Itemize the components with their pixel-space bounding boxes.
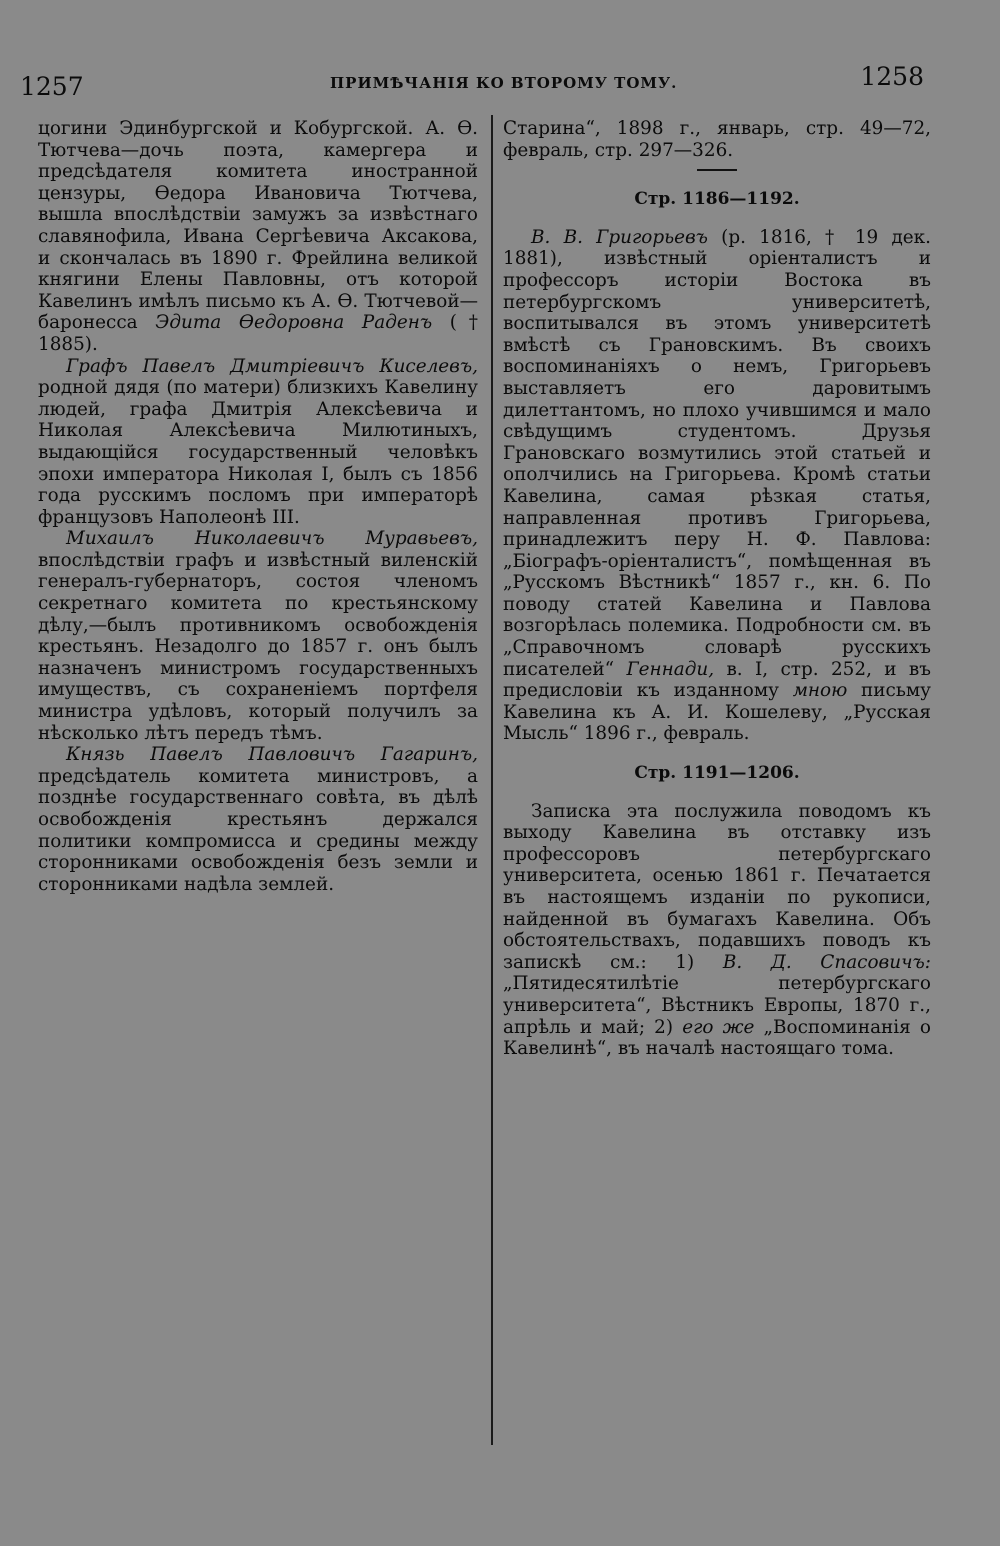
paragraph-tyutcheva: цогини Эдинбургской и Кобургской. А. Ѳ. Тютчева—дочь поэта, камергера и предсѣдателя комитета иностранной цензуры, Ѳедора Ивановича Тютчева, вышла впослѣдствіи замужъ за извѣстнаго славянофила, Ивана Сергѣевича Аксакова, и скончалась въ 1890 г. Фрейлина великой княгини Елены Павловны, отъ которой Кавелинъ имѣлъ письмо къ А. Ѳ. Тютчевой—баронесса Эдита Ѳедоровна Раденъ († 1885).: [38, 118, 479, 355]
paragraph-grigoryev: В. В. Григорьевъ (р. 1816, † 19 дек. 1881), извѣстный оріенталистъ и профессоръ исторіи Востока въ петербургскомъ университетѣ, воспитывался въ этомъ университетѣ вмѣстѣ съ Грановскимъ. Въ своихъ воспоминаніяхъ о немъ, Григорьевъ выставляетъ его даровитымъ дилеттантомъ, но плохо учившимся и мало свѣдущимъ студентомъ. Друзья Грановскаго возмутились этой статьей и ополчились на Григорьева. Кромѣ статьи Кавелина, самая рѣзкая статья, направленная противъ Григорьева, принадлежитъ перу Н. Ф. Павлова: „Біографъ-оріенталистъ“, помѣщенная въ „Русскомъ Вѣстникѣ“ 1857 г., кн. 6. По поводу статей Кавелина и Павлова возгорѣлась полемика. Подробности см. въ „Справочномъ словарѣ русскихъ писателей“ Геннади, в. I, стр. 252, и въ предисловіи къ изданному мною письму Кавелина къ А. И. Кошелеву, „Русская Мысль“ 1896 г., февраль.: [503, 226, 931, 745]
paragraph-starina: Старина“, 1898 г., январь, стр. 49—72, февраль, стр. 297—326.: [503, 118, 931, 161]
paragraph-muravyev: Михаилъ Николаевичъ Муравьевъ, впослѣдствіи графъ и извѣстный виленскій генералъ-губернаторъ, состоя членомъ секретнаго комитета по крестьянскому дѣлу,—былъ противникомъ освобожденія крестьянъ. Незадолго до 1857 г. онъ былъ назначенъ министромъ государственныхъ имуществъ, съ сохраненіемъ портфеля министра удѣловъ, который получилъ за нѣсколько лѣтъ передъ тѣмъ.: [38, 528, 478, 744]
page-number-left: 1257: [20, 72, 84, 101]
section-heading: Стр. 1191—1206.: [634, 763, 800, 784]
paragraph-zapiska: Записка эта послужила поводомъ къ выходу Кавелина въ отставку изъ профессоровъ петербургскаго университета, осенью 1861 г. Печатается въ настоящемъ изданіи по рукописи, найденной въ бумагахъ Кавелина. Объ обстоятельствахъ, подавшихъ поводъ къ запискѣ см.: 1) В. Д. Спасовичъ: „Пятидесятилѣтіе петербургскаго университета“, Вѣстникъ Европы, 1870 г., апрѣль и май; 2) его же „Воспоминанія о Кавелинѣ“, въ началѣ настоящаго тома.: [503, 800, 931, 1060]
page-header: [0, 62, 1000, 102]
running-title: ПРИМѢЧАНІЯ КО ВТОРОМУ ТОМУ.: [330, 74, 678, 92]
section-heading: Стр. 1186—1192.: [634, 189, 800, 210]
right-column: [503, 118, 931, 1060]
left-column: [38, 118, 478, 895]
paragraph-gagarin: Князь Павелъ Павловичъ Гагаринъ, предсѣдатель комитета министровъ, а позднѣе государственнаго совѣта, въ дѣлѣ освобожденія крестьянъ держался политики компромисса и средины между сторонниками освобожденія безъ земли и сторонниками надѣла землей.: [38, 744, 478, 895]
page-number-right: 1258: [860, 62, 924, 91]
separator-rule: [697, 169, 737, 171]
column-divider: [491, 115, 493, 1445]
paragraph-kiselev: Графъ Павелъ Дмитріевичъ Киселевъ, родной дядя (по матери) близкихъ Кавелину людей, графа Дмитрія Алексѣевича и Николая Алексѣевича Милютиныхъ, выдающійся государственный человѣкъ эпохи императора Николая I, былъ съ 1856 года русскимъ посломъ при императорѣ французовъ Наполеонѣ III.: [38, 355, 478, 528]
